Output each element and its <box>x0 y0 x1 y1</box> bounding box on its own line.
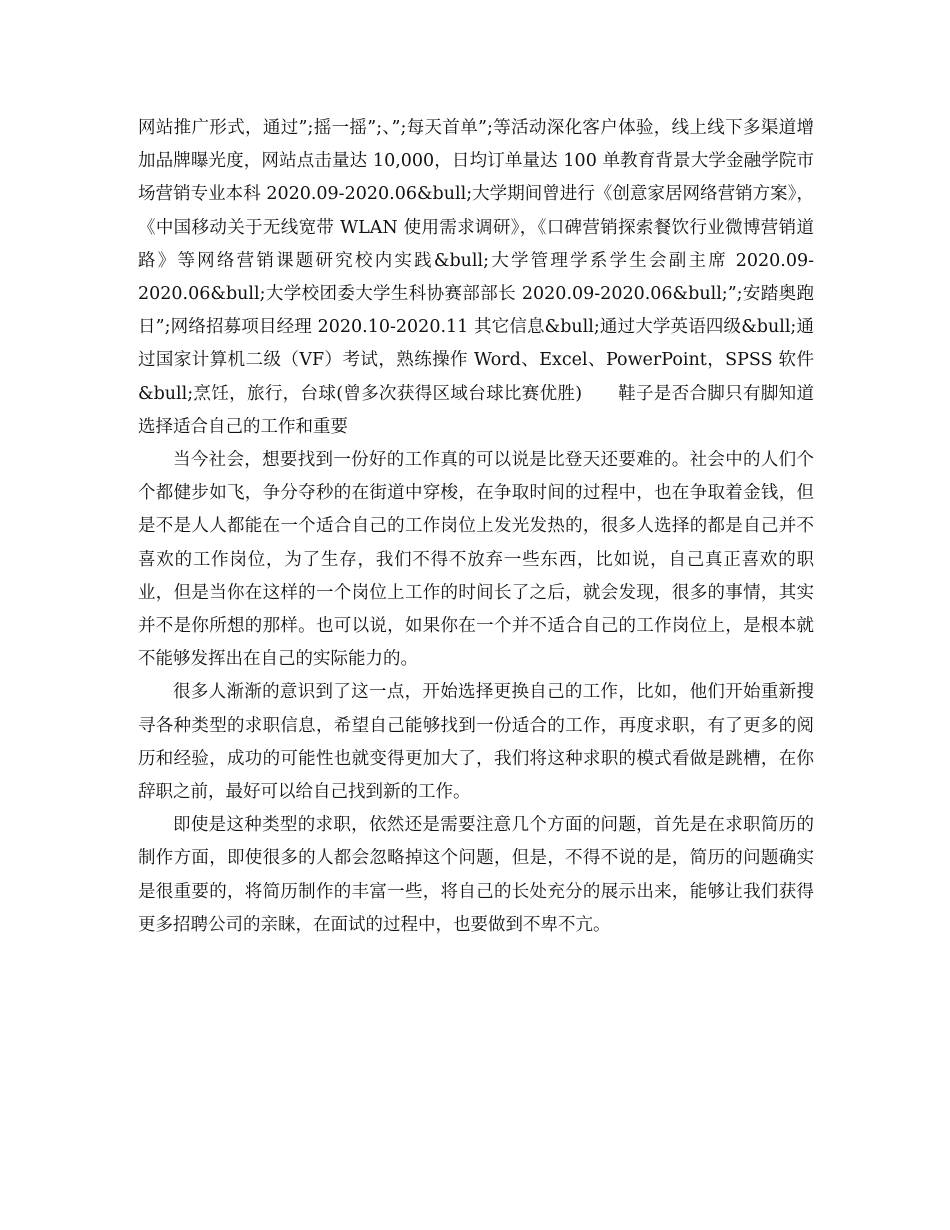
paragraph-resume-details: 网站推广形式，通过”;摇一摇”;、”;每天首单”;等活动深化客户体验，线上线下多渠道增加品牌曝光度，网站点击量达 10,000，日均订单量达 100 单教育背景大学金融学院市场营销专业本科 2020.09-2020.06&bull;大学期间曾进行《创意家居网络营销方案》，《中国移动关于无线宽带 WLAN 使用需求调研》，《口碑营销探索餐饮行业微博营销道路》等网络营销课题研究校内实践&bull;大学管理学系学生会副主席 2020.09-2020.06&bull;大学校团委大学生科协赛部部长 2020.09-2020.06&bull;”;安踏奥跑日”;网络招募项目经理 2020.10-2020.11 其它信息&bull;通过大学英语四级&bull;通过国家计算机二级（VF）考试，熟练操作 Word、Excel、PowerPoint，SPSS 软件&bull;烹饪，旅行，台球(曾多次获得区域台球比赛优胜) 鞋子是否合脚只有脚知道 选择适合自己的工作和重要 <box>138 118 814 437</box>
paragraph-resume-importance: 即使是这种类型的求职，依然还是需要注意几个方面的问题，首先是在求职简历的制作方面，即使很多的人都会忽略掉这个问题，但是，不得不说的是，简历的问题确实是很重要的，将简历制作的丰富一些，将自己的长处充分的展示出来，能够让我们获得更多招聘公司的亲睐，在面试的过程中，也要做到不卑不亢。 <box>138 815 814 935</box>
document-body <box>138 112 814 942</box>
paragraph-job-hunting-difficulty: 当今社会，想要找到一份好的工作真的可以说是比登天还要难的。社会中的人们个个都健步如飞，争分夺秒的在街道中穿梭，在争取时间的过程中，也在争取着金钱，但是不是人人都能在一个适合自己的工作岗位上发光发热的，很多人选择的都是自己并不喜欢的工作岗位，为了生存，我们不得不放弃一些东西，比如说，自己真正喜欢的职业，但是当你在这样的一个岗位上工作的时间长了之后，就会发现，很多的事情，其实并不是你所想的那样。也可以说，如果你在一个并不适合自己的工作岗位上，是根本就不能够发挥出在自己的实际能力的。 <box>138 450 814 670</box>
paragraph-job-change: 很多人渐渐的意识到了这一点，开始选择更换自己的工作，比如，他们开始重新搜寻各种类型的求职信息，希望自己能够找到一份适合的工作，再度求职，有了更多的阅历和经验，成功的可能性也就变得更加大了，我们将这种求职的模式看做是跳槽，在你辞职之前，最好可以给自己找到新的工作。 <box>138 682 814 803</box>
